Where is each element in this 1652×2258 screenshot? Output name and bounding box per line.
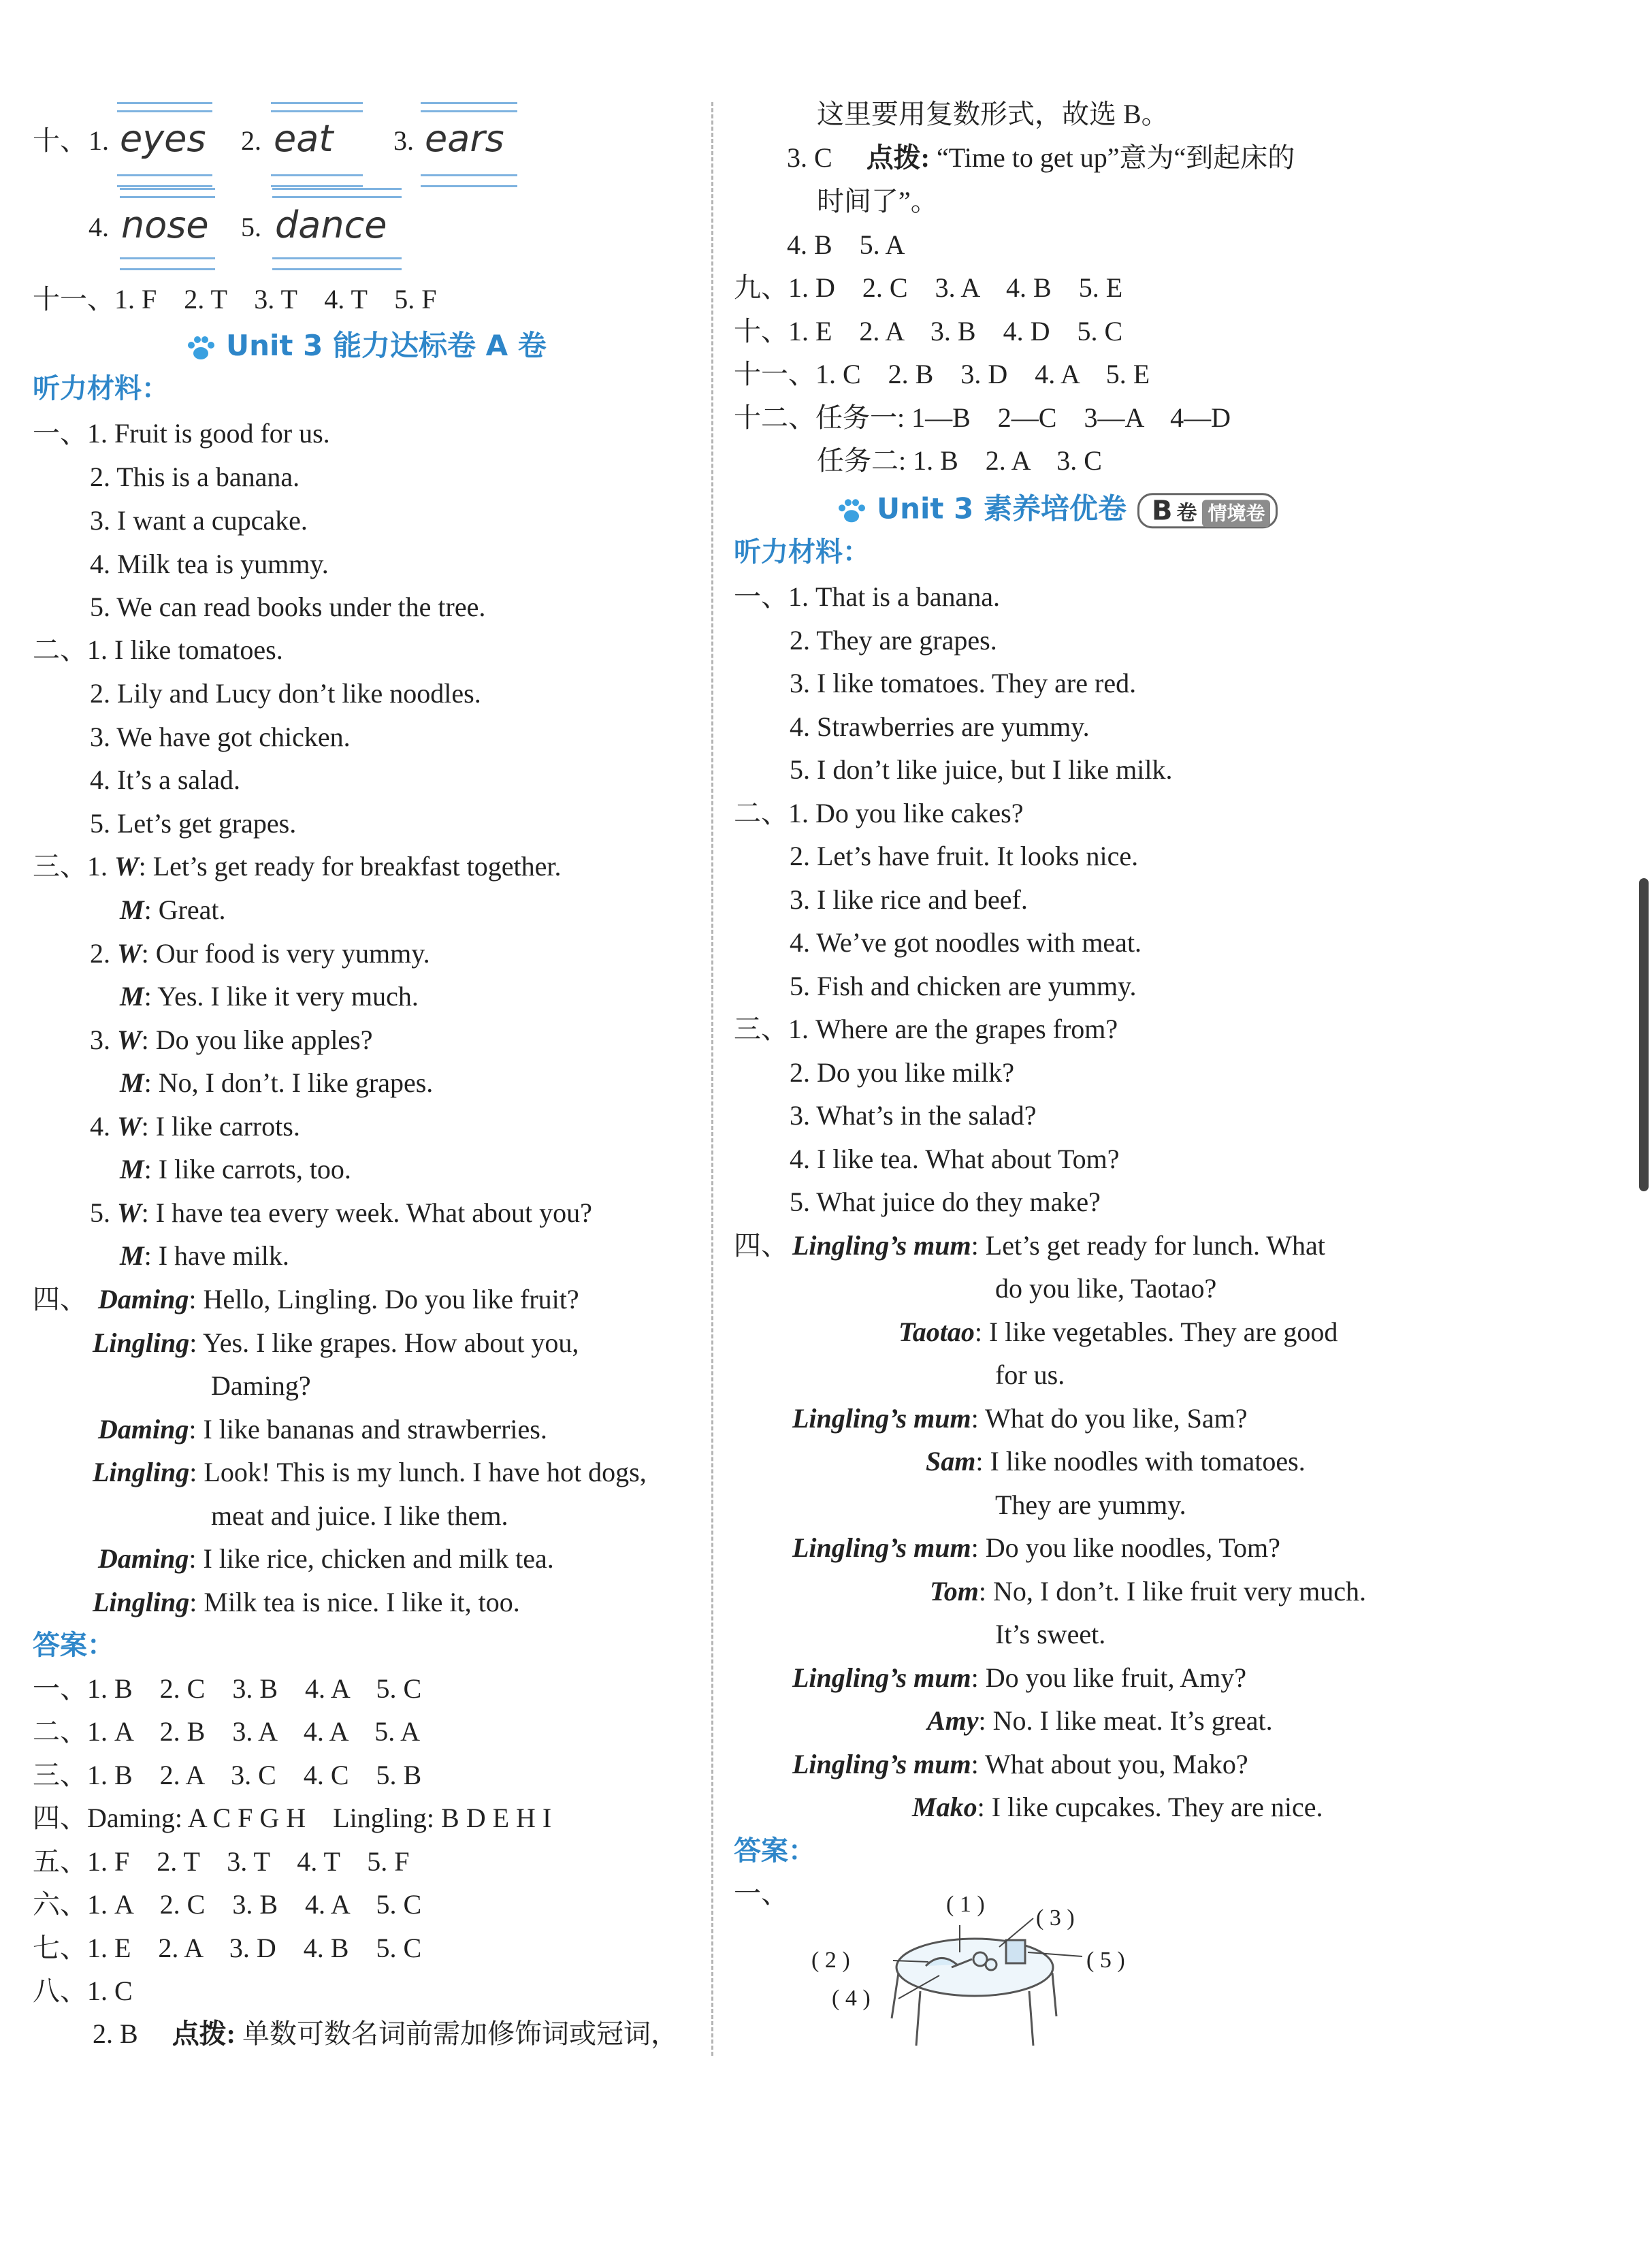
diagram-label-4: ( 4 ) <box>832 1986 871 2011</box>
dialog-line: Lingling’s mum: Do you like noodles, Tom? <box>792 1532 1280 1563</box>
scenario-tag: 情境卷 <box>1202 500 1270 527</box>
dialog-line: Lingling: Look! This is my lunch. I have hot dogs, <box>93 1457 647 1487</box>
dialog-line: Taotao: I like vegetables. They are good <box>898 1317 1338 1347</box>
left-answers-label: 答案： <box>33 1630 114 1661</box>
listening-line: 2. This is a banana. <box>90 462 300 492</box>
left-listening-label: 听力材料： <box>33 373 169 404</box>
listening-line: 4. Strawberries are yummy. <box>790 711 1090 742</box>
listening-line: 4. Milk tea is yummy. <box>90 549 329 579</box>
dialog-line: 5. W: I have tea every week. What about you? <box>90 1197 592 1228</box>
answer-line: 九、1. D 2. C 3. A 4. B 5. E <box>734 272 1123 303</box>
answer-line: 十一、1. C 2. B 3. D 4. A 5. E <box>734 359 1150 389</box>
dialog-line: They are yummy. <box>995 1489 1186 1520</box>
listening-line: 二、1. Do you like cakes? <box>734 798 1024 828</box>
dialog-line: M: Yes. I like it very much. <box>120 981 419 1012</box>
section-11-answers: 十一、1. F 2. T 3. T 4. T 5. F <box>33 284 437 314</box>
listening-line: 5. Fish and chicken are yummy. <box>790 971 1137 1001</box>
listening-line: 5. Let’s get grapes. <box>90 808 297 839</box>
dialog-line: 4. W: I like carrots. <box>90 1111 300 1142</box>
listening-line: 2. They are grapes. <box>790 625 997 656</box>
s10-num-5: 5. <box>241 212 261 242</box>
right-answers-label: 答案： <box>734 1835 815 1867</box>
dialog-line: Sam: I like noodles with tomatoes. <box>926 1446 1306 1477</box>
dialog-line: Mako: I like cupcakes. They are nice. <box>912 1792 1323 1822</box>
right-listening-label: 听力材料： <box>734 536 870 568</box>
tip-line: 2. B 点拨: 单数可数名词前需加修饰词或冠词， <box>93 2018 679 2049</box>
answer-line: 四、Daming: A C F G H Lingling: B D E H I <box>33 1803 552 1833</box>
dialog-line: Lingling’s mum: Let’s get ready for lunch. What <box>792 1230 1325 1261</box>
tip-continuation: 时间了”。 <box>817 186 938 216</box>
s10-num-3: 3. <box>393 125 414 156</box>
unit3-a-title: Unit 3 能力达标卷 A 卷 <box>226 329 547 362</box>
dialog-line: for us. <box>995 1359 1065 1390</box>
answer-line: 七、1. E 2. A 3. D 4. B 5. C <box>33 1933 422 1963</box>
listening-line: 5. What juice do they make? <box>790 1187 1101 1217</box>
answer-line: 4. B 5. A <box>787 229 905 260</box>
diagram-label-1: ( 1 ) <box>946 1892 985 1917</box>
section-10-label: 十、 <box>33 125 87 156</box>
s10-num-2: 2. <box>241 125 261 156</box>
listening-line: 3. I like tomatoes. They are red. <box>790 668 1137 698</box>
dialog-line: Amy: No. I like meat. It’s great. <box>927 1705 1273 1736</box>
q1-label: 一、 <box>734 1878 788 1909</box>
s10-num-4: 4. <box>88 212 109 242</box>
table-diagram <box>790 1865 1171 2056</box>
listening-line: 一、1. That is a banana. <box>734 581 1000 612</box>
dialog-line: 三、1. W: Let’s get ready for breakfast together. <box>33 851 562 882</box>
listening-line: 5. We can read books under the tree. <box>90 592 486 622</box>
answer-line: 八、1. C <box>33 1975 133 2006</box>
dialog-line: Daming: I like bananas and strawberries. <box>98 1414 547 1445</box>
diagram-label-5: ( 5 ) <box>1086 1948 1125 1973</box>
dialog-line: 2. W: Our food is very yummy. <box>90 938 430 969</box>
answer-line: 六、1. A 2. C 3. B 4. A 5. C <box>33 1889 422 1920</box>
diagram-label-3: ( 3 ) <box>1036 1905 1075 1931</box>
listening-line: 3. I like rice and beef. <box>790 884 1028 915</box>
s10-word-eat: eat <box>274 117 334 160</box>
dialog-line: Daming? <box>211 1370 311 1401</box>
tip-continuation: 这里要用复数形式，故选 B。 <box>817 99 1169 129</box>
answer-line: 十二、任务一: 1—B 2—C 3—A 4—D <box>734 402 1231 433</box>
answer-line: 五、1. F 2. T 3. T 4. T 5. F <box>33 1846 410 1877</box>
dialog-line: Lingling’s mum: What do you like, Sam? <box>792 1403 1248 1434</box>
s10-word-eyes: eyes <box>120 117 206 160</box>
listening-line: 3. What’s in the salad? <box>790 1100 1037 1131</box>
tip-line: 3. C 点拨: “Time to get up”意为“到起床的 <box>787 142 1295 173</box>
listening-line: 2. Do you like milk? <box>790 1057 1014 1088</box>
dialog-line: M: Great. <box>120 894 226 925</box>
dialog-line: Lingling’s mum: Do you like fruit, Amy? <box>792 1662 1247 1693</box>
dialog-line: meat and juice. I like them. <box>211 1500 508 1531</box>
table-drawing <box>892 1939 1056 2046</box>
listening-line: 4. I like tea. What about Tom? <box>790 1144 1120 1174</box>
answer-line: 二、1. A 2. B 3. A 4. A 5. A <box>33 1716 420 1747</box>
listening-line: 2. Lily and Lucy don’t like noodles. <box>90 678 481 709</box>
listening-line: 二、1. I like tomatoes. <box>33 634 283 665</box>
s10-word-dance: dance <box>275 204 387 246</box>
listening-line: 3. I want a cupcake. <box>90 505 308 536</box>
dialog-line: M: No, I don’t. I like grapes. <box>120 1067 434 1098</box>
dialog-line: Lingling: Yes. I like grapes. How about you, <box>93 1327 579 1358</box>
dialog4-label: 四、 <box>734 1230 788 1261</box>
s10-word-nose: nose <box>121 204 209 246</box>
dialog-line: Lingling’s mum: What about you, Mako? <box>792 1749 1248 1779</box>
b-paper-badge: B 卷 情境卷 <box>1137 493 1278 528</box>
scan-edge-shadow <box>1639 878 1649 1191</box>
answer-line: 十、1. E 2. A 3. B 4. D 5. C <box>734 316 1123 346</box>
dialog-line: M: I have milk. <box>120 1240 289 1271</box>
s10-num-1: 1. <box>88 125 109 156</box>
paw-icon <box>836 497 867 524</box>
dialog-line: Tom: No, I don’t. I like fruit very much. <box>930 1576 1367 1607</box>
answer-line: 任务二: 1. B 2. A 3. C <box>817 445 1102 476</box>
diagram-label-2: ( 2 ) <box>811 1948 850 1973</box>
answer-line: 一、1. B 2. C 3. B 4. A 5. C <box>33 1673 422 1704</box>
s10-word-ears: ears <box>425 117 504 160</box>
listening-line: 一、1. Fruit is good for us. <box>33 418 330 449</box>
listening-line: 5. I don’t like juice, but I like milk. <box>790 754 1173 785</box>
dialog-line: Daming: I like rice, chicken and milk tea. <box>98 1543 554 1574</box>
listening-line: 4. We’ve got noodles with meat. <box>790 927 1142 958</box>
unit3-b-heading <box>836 486 1278 528</box>
unit3-b-title: Unit 3 素养培优卷 <box>877 491 1127 526</box>
listening-line: 2. Let’s have fruit. It looks nice. <box>790 841 1139 871</box>
listening-line: 3. We have got chicken. <box>90 722 351 752</box>
dialog-line: do you like, Taotao? <box>995 1273 1217 1304</box>
dialog-line: Daming: Hello, Lingling. Do you like fruit? <box>98 1284 579 1315</box>
dialog-line: 3. W: Do you like apples? <box>90 1025 373 1055</box>
dialog-line: M: I like carrots, too. <box>120 1154 351 1184</box>
dialog4-label: 四、 <box>33 1284 87 1315</box>
answer-line: 三、1. B 2. A 3. C 4. C 5. B <box>33 1760 422 1790</box>
dialog-line: Lingling: Milk tea is nice. I like it, too. <box>93 1587 520 1617</box>
listening-line: 三、1. Where are the grapes from? <box>734 1014 1118 1044</box>
unit3-a-heading <box>185 323 547 364</box>
column-divider <box>711 102 713 2056</box>
paw-icon <box>185 334 216 361</box>
listening-line: 4. It’s a salad. <box>90 764 241 795</box>
dialog-line: It’s sweet. <box>995 1619 1106 1649</box>
